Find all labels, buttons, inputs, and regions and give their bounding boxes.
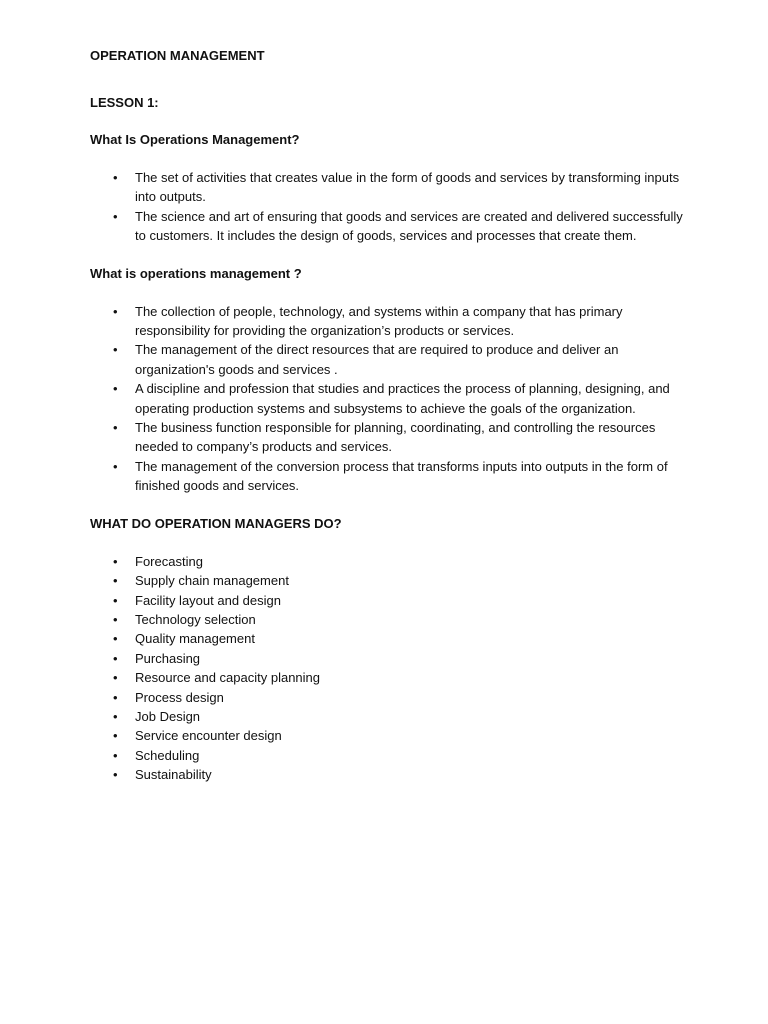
section-heading-what-is-om-2: What is operations management ? [90, 265, 302, 281]
bullet-icon: • [113, 303, 118, 319]
section-heading-managers-do: WHAT DO OPERATION MANAGERS DO? [90, 515, 342, 531]
section-heading-what-is-om: What Is Operations Management? [90, 132, 300, 147]
bullet-icon: • [113, 689, 118, 705]
bullet-icon: • [113, 208, 118, 224]
bullet-icon: • [113, 631, 118, 647]
list-item: • The collection of people, technology, and systems within a company that has primary responsibility for providing the organization’s products or services. [113, 303, 623, 339]
lesson-label: LESSON 1: [90, 95, 159, 110]
bullet-icon: • [113, 728, 118, 744]
bullet-icon: • [113, 458, 118, 474]
list-item: • The management of the conversion process that transforms inputs into outputs in the form of finished goods and services. [113, 458, 668, 494]
bullet-icon: • [113, 381, 118, 397]
list-item: • Forecasting [90, 552, 690, 571]
bullet-icon: • [113, 342, 118, 358]
bullet-list-what-is-om [90, 168, 690, 246]
bullet-icon: • [113, 767, 118, 783]
bullet-icon: • [113, 592, 118, 608]
bullet-list-definitions [90, 302, 690, 496]
bullet-icon: • [113, 747, 118, 763]
document-page [90, 46, 690, 803]
list-item: • Sustainability [90, 765, 690, 784]
bullet-icon: • [113, 553, 118, 569]
list-item: • Resource and capacity planning [90, 668, 690, 687]
list-item: • Facility layout and design [90, 591, 690, 610]
list-item: • The science and art of ensuring that goods and services are created and delivered successfully to customers. It includes the design of goods, services and processes that create them. [113, 208, 683, 244]
bullet-list-manager-tasks [90, 552, 690, 785]
list-item: • The set of activities that creates value in the form of goods and services by transforming inputs into outputs. [113, 170, 680, 205]
list-item: • Service encounter design [90, 726, 690, 745]
bullet-icon: • [113, 420, 118, 436]
bullet-icon: • [113, 611, 118, 627]
list-item: • A discipline and profession that studies and practices the process of planning, designing, and operating production systems and subsystems to achieve the goals of the organization. [113, 381, 670, 416]
bullet-icon: • [113, 708, 118, 724]
list-item: • Quality management [90, 629, 690, 648]
document-title: OPERATION MANAGEMENT [90, 48, 265, 63]
list-item: • The business function responsible for planning, coordinating, and controlling the resources needed to company’s products and services. [113, 420, 656, 455]
bullet-icon: • [113, 573, 118, 589]
list-item: • Supply chain management [90, 571, 690, 590]
bullet-icon: • [113, 170, 118, 185]
list-item: • Purchasing [90, 649, 690, 668]
list-item: • Scheduling [90, 746, 690, 765]
list-item: • The management of the direct resources that are required to produce and deliver an organization's goods and services . [113, 342, 619, 377]
list-item: • Process design [90, 688, 690, 707]
bullet-icon: • [113, 670, 118, 686]
bullet-icon: • [113, 650, 118, 666]
list-item: • Job Design [90, 707, 690, 726]
list-item: • Technology selection [90, 610, 690, 629]
